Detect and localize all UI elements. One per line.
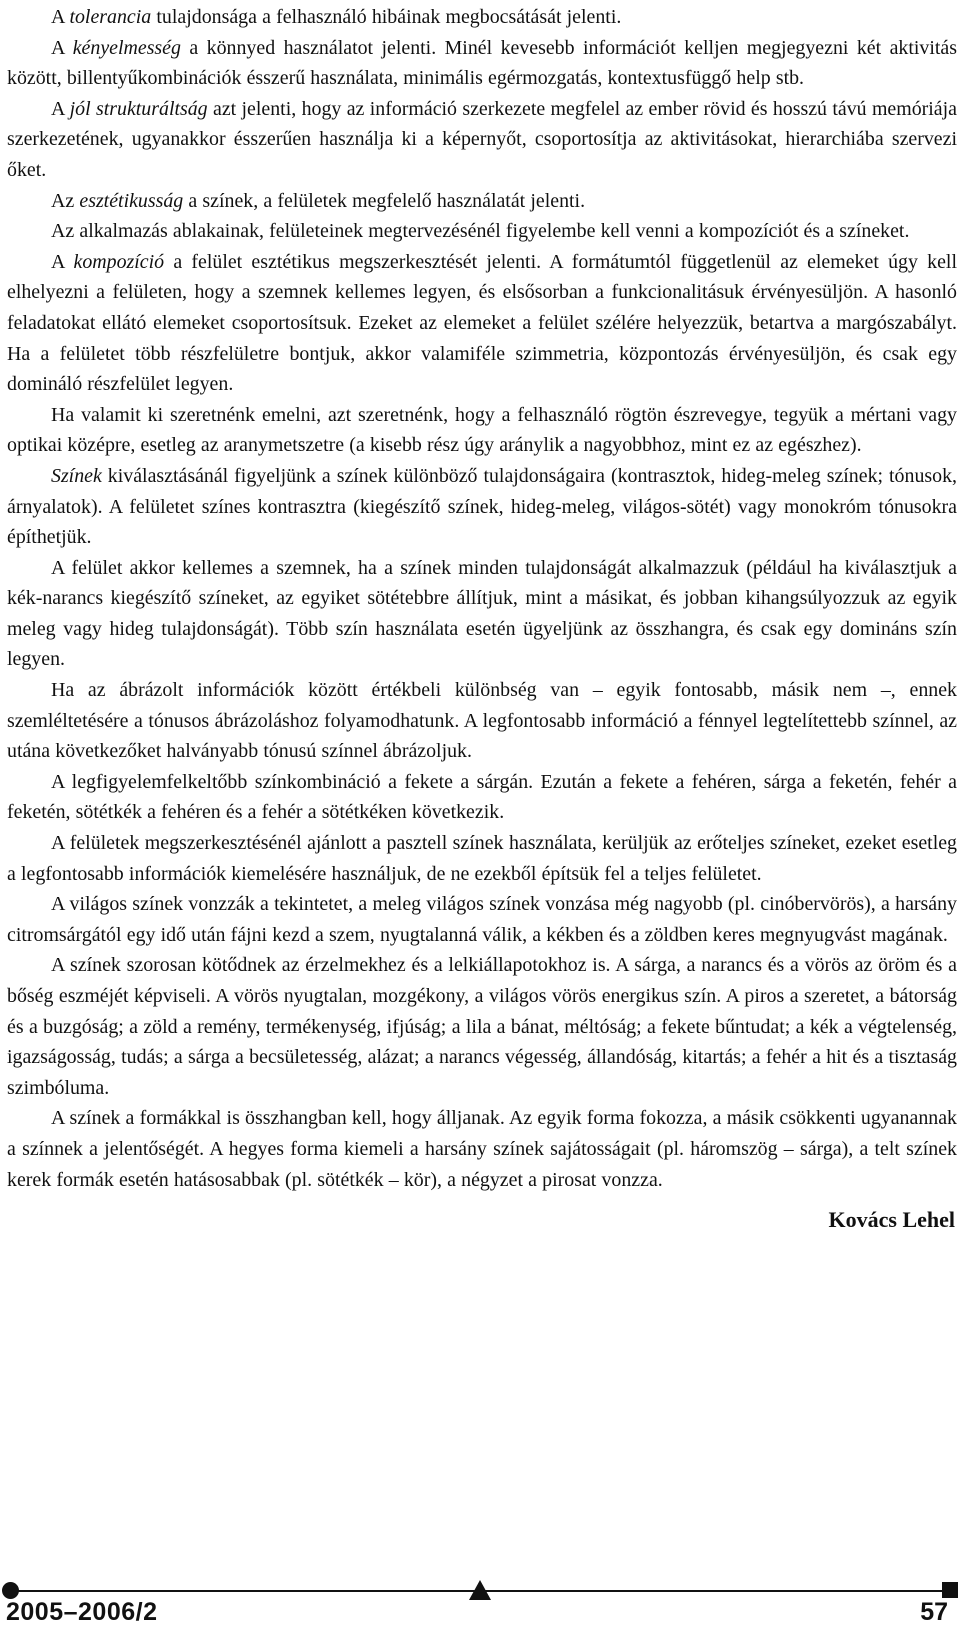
text-run: A világos színek vonzzák a tekintetet, a meleg világos színek vonzása még nagyobb (pl. cinóbervörös), a harsány citromsárgától egy idő után fájni kezd a szem, nyugtalanná válik, a kékben és a zöldben keres megnyugvást magának. [7,893,957,946]
text-run: A [51,6,70,28]
circle-icon [2,1582,19,1599]
text-run: a felület esztétikus megszerkesztését jelenti. A formátumtól függetlenül az elemeket úgy kell elhelyezni a felületen, hogy a szemnek kellemes legyen, és elsősorban a funkcionalitásuk érvényesüljön. A hasonló feladatokat ellátó elemeket csoportosítsuk. Ezeket az elemeket a felület szélére helyezzük, betartva a margószabályt. Ha a felületet több részfelületre bontjuk, akkor valamiféle szimmetria, központozás érvényesüljön, és csak egy domináló részfelület legyen. [7,250,957,396]
italic-term: kompozíció [73,250,165,273]
paragraph [7,828,957,889]
paragraph [7,247,957,400]
paragraph [7,889,957,950]
paragraph [7,400,957,461]
text-run: tulajdonsága a felhasználó hibáinak megbocsátását jelenti. [151,6,622,28]
text-run: A [51,250,74,273]
text-run: Az [51,189,80,212]
text-run: kiválasztásánál figyeljünk a színek különböző tulajdonságaira (kontrasztok, hideg-meleg színek; tónusok, árnyalatok). A felületet színes kontrasztra (kiegészítő színek, hideg-meleg, világos-sötét) vagy monokróm tónusokra építhetjük. [7,464,957,549]
paragraph [7,950,957,1103]
paragraph [7,216,957,247]
text-run: Az alkalmazás ablakainak, felületeinek megtervezésénél figyelembe kell venni a kompozíciót és a színeket. [51,220,910,243]
text-run: Ha az ábrázolt információk között értékbeli különbség van – egyik fontosabb, másik nem –, ennek szemléltetésére a tónusos ábrázoláshoz folyamodhatunk. A legfontosabb információ a fénnyel legtelítettebb színnel, az utána következőket halványabb tónusú színnel ábrázoljuk. [7,679,957,763]
paragraph [7,2,957,33]
text-run: a színek, a felületek megfelelő használatát jelenti. [183,189,586,212]
text-run: azt jelenti, hogy az információ szerkezete megfelel az ember rövid és hosszú távú memóriája szerkezetének, ugyanakkor ésszerűen használja ki a képernyőt, csoportosítja az aktivitásokat, hierarchiába szervezi őket. [7,97,957,181]
paragraph [7,1103,957,1195]
italic-term: tolerancia [69,6,152,28]
triangle-icon [469,1580,491,1600]
paragraph [7,553,957,675]
paragraph [7,461,957,553]
text-run: A felületek megszerkesztésénél ajánlott a pasztell színek használata, kerüljük az erőteljes színeket, ezeket esetleg a legfontosabb információk kiemelésére használjuk, de ne ezekből építsük fel a teljes felületet. [7,832,957,885]
text-run: A színek szorosan kötődnek az érzelmekhez és a lelkiállapotokhoz is. A sárga, a narancs és a vörös az öröm és a bőség eszméjét képviseli. A vörös nyugtalan, mozgékony, a világos vörös energikus szín. A piros a szeretet, a bátorság és a buzgóság; a zöld a remény, termékenység, ifjúság; a lila a bánat, méltóság; a fekete bűntudat; a kék a végtelenség, igazságosság, tudás; a sárga a becsületesség, alázat; a narancs végesség, állandóság, kitartás; a fehér a hit és a tisztaság szimbóluma. [7,954,957,1099]
text-run: A legfigyelemfelkeltőbb színkombináció a fekete a sárgán. Ezután a fekete a fehéren, sárga a feketén, fehér a feketén, sötétkék a fehéren és a fehér a sötétkéken következik. [7,770,957,824]
issue-number: 2005–2006/2 [6,1598,158,1626]
paragraph [7,94,957,186]
italic-term: Színek [51,464,102,487]
page-footer [0,1576,960,1630]
text-run: A felület akkor kellemes a szemnek, ha a színek minden tulajdonságát alkalmazzuk (például ha kiválasztjuk a kék-narancs kiegészítő színeket, az egyiket sötétebbre állítjuk, mint a másikat, és jobban kihangsúlyozzuk az egyik meleg vagy hideg tulajdonságát). Több szín használata esetén ügyeljünk az összhangra, és csak egy domináns szín legyen. [7,556,957,671]
author-name: Kovács Lehel [828,1207,955,1233]
text-run: Ha valamit ki szeretnénk emelni, azt szeretnénk, hogy a felhasználó rögtön észrevegye, tegyük a mértani vagy optikai középre, esetleg az aranymetszetre (a kisebb rész úgy aránylik a nagyobbhoz, mint ez az egészhez). [7,403,957,457]
italic-term: jól strukturáltság [69,97,208,120]
paragraph [7,186,957,217]
italic-term: kényelmesség [72,36,181,59]
paragraph [7,767,957,828]
paragraph [7,675,957,767]
page-number: 57 [920,1598,948,1626]
italic-term: esztétikusság [79,189,184,212]
text-run: a könnyed használatot jelenti. Minél kevesebb információt kelljen megjegyezni két aktivitás között, billentyűkombinációk ésszerű használata, minimális egérmozgatás, kontextusfüggő help stb. [7,36,957,90]
text-run: A színek a formákkal is összhangban kell, hogy álljanak. Az egyik forma fokozza, a másik csökkenti ugyanannak a színnek a jelentőségét. A hegyes forma kiemeli a harsány színek sajátosságait (pl. háromszög – sárga), a telt színek kerek formák esetén hatásosabbak (pl. sötétkék – kör), a négyzet a pirosat vonzza. [7,1107,957,1191]
article-body [7,2,957,1235]
text-run: A [51,97,70,120]
square-icon [942,1582,958,1598]
text-run: A [51,36,73,59]
paragraph [7,33,957,94]
